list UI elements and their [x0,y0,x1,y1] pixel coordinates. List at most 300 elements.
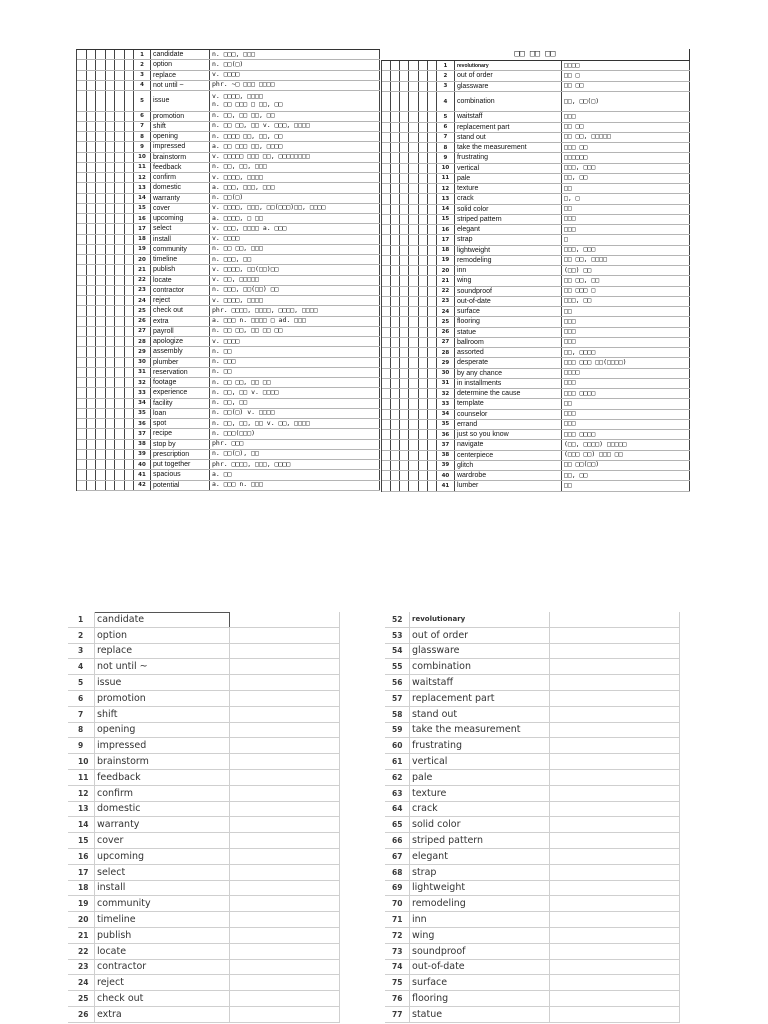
blank-cell [550,659,680,674]
vocab-meaning: a. □□□□, □ □□ [210,214,380,223]
check-cell [391,215,400,224]
row-number: 8 [437,143,455,152]
vocab-row [77,194,380,204]
check-cell [400,430,409,439]
vocab-row [68,865,340,881]
check-cell [96,132,106,141]
check-cell [391,92,400,112]
check-cell [77,327,87,336]
vocab-meaning: □□ □□ [562,123,690,132]
check-cell [419,440,428,449]
check-cell [428,153,437,162]
check-cell [96,358,106,367]
check-cell [115,481,125,490]
check-cell [87,71,97,80]
row-number: 9 [437,153,455,162]
vocab-word: experience [151,388,210,397]
vocab-row [382,307,690,317]
vocab-row [68,849,340,865]
check-cell [419,256,428,265]
vocab-word: combination [410,659,550,674]
row-number: 17 [437,235,455,244]
check-cell [87,378,97,387]
vocab-meaning: □□□ [562,338,690,347]
row-number: 18 [437,246,455,255]
row-number: 13 [437,194,455,203]
row-number: 23 [437,297,455,306]
check-cell [409,399,418,408]
vocab-word: option [151,60,210,69]
check-cell [96,450,106,459]
vocab-word: shift [95,707,230,722]
row-number: 30 [134,358,151,367]
check-cell [409,369,418,378]
row-number: 10 [68,754,95,769]
vocab-word: combination [455,92,562,112]
check-cell [382,471,391,480]
blank-cell [550,849,680,864]
check-cell [419,153,428,162]
vocab-meaning: n. □□(□) v. □□□□ [210,409,380,418]
vocab-row [77,388,380,398]
check-cell [87,481,97,490]
check-cell [106,429,116,438]
check-cell [400,307,409,316]
blank-cell [230,738,340,753]
check-cell [77,440,87,449]
vocab-word: check out [151,306,210,315]
check-cell [87,50,97,59]
row-number: 32 [134,378,151,387]
check-cell [96,337,106,346]
vocab-row [382,194,690,204]
check-cell [115,296,125,305]
check-cell [106,347,116,356]
check-cell [115,388,125,397]
check-cell [115,245,125,254]
row-number: 38 [437,451,455,460]
check-cell [400,225,409,234]
row-number: 14 [437,205,455,214]
vocab-row [382,123,690,133]
vocab-word: out-of-date [455,297,562,306]
vocab-row [382,153,690,163]
check-cell [115,368,125,377]
vocab-meaning: □□□, □□ [562,297,690,306]
vocab-meaning: n. □□, □□ □□, □□ [210,112,380,121]
vocab-meaning: n. □□, □□, □□□ [210,163,380,172]
vocab-row [77,470,380,480]
vocab-meaning: n. □□(□) [210,60,380,69]
check-cell [125,460,135,469]
row-number: 29 [437,358,455,367]
check-cell [400,123,409,132]
check-cell [115,419,125,428]
check-cell [400,164,409,173]
blank-cell [550,691,680,706]
vocab-row [68,707,340,723]
vocab-word: statue [455,328,562,337]
check-cell [106,81,116,90]
top-left-vocab-table [76,49,380,491]
vocab-word: stand out [410,707,550,722]
vocab-word: footage [151,378,210,387]
check-cell [77,235,87,244]
check-cell [391,461,400,470]
check-cell [115,450,125,459]
vocab-meaning: v. □□□□ [210,337,380,346]
vocab-word: opening [95,723,230,738]
check-cell [382,225,391,234]
vocab-word: not until ~ [151,81,210,90]
check-cell [125,470,135,479]
check-cell [87,235,97,244]
row-number: 4 [134,81,151,90]
row-number: 61 [385,754,410,769]
check-cell [409,174,418,183]
vocab-meaning: n. □□ □□, □□ □□ □□ [210,327,380,336]
vocab-row [382,399,690,409]
blank-cell [230,881,340,896]
blank-cell [230,754,340,769]
check-cell [77,112,87,121]
vocab-word: brainstorm [95,754,230,769]
vocab-word: inn [410,912,550,927]
check-cell [96,173,106,182]
check-cell [382,379,391,388]
check-cell [87,327,97,336]
vocab-row [382,358,690,368]
row-number: 12 [68,786,95,801]
check-cell [400,174,409,183]
row-number: 40 [134,460,151,469]
check-cell [96,286,106,295]
blank-cell [230,960,340,975]
vocab-meaning: v. □□□□, □□(□□)□□ [210,265,380,274]
check-cell [77,132,87,141]
row-number: 20 [68,912,95,927]
row-number: 6 [68,691,95,706]
check-cell [409,317,418,326]
vocab-row [68,881,340,897]
vocab-word: replace [151,71,210,80]
vocab-word: confirm [151,173,210,182]
vocab-word: texture [455,184,562,193]
vocab-row [68,912,340,928]
vocab-word: reject [151,296,210,305]
check-cell [391,440,400,449]
blank-cell [550,675,680,690]
vocab-word: replace [95,644,230,659]
check-cell [428,410,437,419]
check-cell [409,451,418,460]
vocab-row [77,71,380,81]
vocab-row [382,317,690,327]
vocab-row [382,451,690,461]
check-cell [115,470,125,479]
vocab-row [385,628,680,644]
check-cell [400,358,409,367]
row-number: 1 [437,61,455,70]
check-cell [400,143,409,152]
check-cell [106,173,116,182]
check-cell [115,204,125,213]
vocab-row [382,287,690,297]
check-cell [428,389,437,398]
check-cell [96,481,106,490]
vocab-word: desperate [455,358,562,367]
check-cell [106,440,116,449]
check-cell [391,153,400,162]
row-number: 19 [437,256,455,265]
check-cell [391,143,400,152]
vocab-meaning: □□, □□ [562,174,690,183]
vocab-meaning: □□□ [562,410,690,419]
vocab-row [385,675,680,691]
vocab-meaning: □□□ [562,379,690,388]
vocab-row [385,770,680,786]
check-cell [106,163,116,172]
check-cell [382,246,391,255]
blank-cell [230,612,340,627]
vocab-meaning: n. □□□(□□□) [210,429,380,438]
row-number: 35 [134,409,151,418]
vocab-meaning: □, □ [562,194,690,203]
check-cell [87,440,97,449]
check-cell [400,317,409,326]
vocab-word: candidate [95,612,230,627]
check-cell [115,399,125,408]
row-number: 27 [134,327,151,336]
check-cell [96,142,106,151]
check-cell [96,440,106,449]
top-right-vocab-table [381,60,690,492]
check-cell [77,399,87,408]
vocab-row [77,245,380,255]
check-cell [96,50,106,59]
check-cell [419,287,428,296]
check-cell [428,133,437,142]
check-cell [419,71,428,80]
vocab-meaning: □□□ [562,328,690,337]
check-cell [428,256,437,265]
row-number: 70 [385,896,410,911]
check-cell [428,225,437,234]
row-number: 9 [134,142,151,151]
check-cell [409,440,418,449]
row-number: 11 [134,163,151,172]
vocab-meaning: a. □□□, □□□, □□□ [210,183,380,192]
check-cell [391,266,400,275]
blank-cell [550,991,680,1006]
check-cell [77,204,87,213]
check-cell [77,245,87,254]
check-cell [428,440,437,449]
check-cell [419,225,428,234]
blank-cell [230,659,340,674]
check-cell [106,183,116,192]
check-cell [77,286,87,295]
row-number: 37 [437,440,455,449]
vocab-word: impressed [95,738,230,753]
check-cell [400,205,409,214]
check-cell [391,317,400,326]
check-cell [419,194,428,203]
check-cell [87,419,97,428]
check-cell [87,347,97,356]
vocab-row [385,928,680,944]
check-cell [77,173,87,182]
check-cell [400,338,409,347]
vocab-word: publish [95,928,230,943]
check-cell [409,123,418,132]
vocab-word: warranty [151,194,210,203]
check-cell [125,204,135,213]
vocab-row [68,612,340,628]
row-number: 21 [437,276,455,285]
check-cell [96,306,106,315]
check-cell [382,338,391,347]
vocab-row [68,691,340,707]
row-number: 12 [437,184,455,193]
check-cell [382,123,391,132]
check-cell [87,296,97,305]
blank-cell [550,896,680,911]
vocab-meaning: v. □□□□ [210,235,380,244]
vocab-meaning: □□ [562,481,690,490]
vocab-word: assembly [151,347,210,356]
vocab-word: revolutionary [410,612,550,627]
check-cell [96,255,106,264]
check-cell [391,399,400,408]
check-cell [428,235,437,244]
check-cell [77,470,87,479]
check-cell [115,409,125,418]
vocab-row [77,399,380,409]
check-cell [391,164,400,173]
check-cell [125,409,135,418]
vocab-word: glassware [455,82,562,91]
check-cell [419,379,428,388]
check-cell [115,358,125,367]
check-cell [87,306,97,315]
row-number: 32 [437,389,455,398]
blank-cell [230,991,340,1006]
check-cell [391,379,400,388]
check-cell [400,266,409,275]
row-number: 9 [68,738,95,753]
blank-cell [230,849,340,864]
check-cell [428,430,437,439]
vocab-meaning: n. □□ [210,347,380,356]
check-cell [409,143,418,152]
row-number: 3 [68,644,95,659]
vocab-row [77,60,380,70]
check-cell [391,471,400,480]
check-cell [400,369,409,378]
check-cell [419,143,428,152]
row-number: 63 [385,786,410,801]
check-cell [87,214,97,223]
vocab-row [382,471,690,481]
check-cell [115,214,125,223]
check-cell [77,183,87,192]
row-number: 28 [134,337,151,346]
vocab-word: surface [455,307,562,316]
check-cell [382,317,391,326]
vocab-meaning: □□ [562,399,690,408]
check-cell [400,287,409,296]
check-cell [96,460,106,469]
row-number: 33 [134,388,151,397]
vocab-row [77,265,380,275]
vocab-word: contractor [95,960,230,975]
vocab-meaning: □□ □□, □□□□□ [562,133,690,142]
check-cell [409,133,418,142]
blank-cell [550,612,680,627]
check-cell [409,184,418,193]
vocab-meaning: □□ □□ [562,82,690,91]
check-cell [391,358,400,367]
row-number: 25 [437,317,455,326]
vocab-word: locate [151,276,210,285]
vocab-meaning: n. □□□, □□(□□) □□ [210,286,380,295]
check-cell [419,235,428,244]
check-cell [391,225,400,234]
row-number: 16 [134,214,151,223]
vocab-row [77,204,380,214]
check-cell [106,358,116,367]
check-cell [400,256,409,265]
vocab-word: glitch [455,461,562,470]
row-number: 59 [385,723,410,738]
vocab-meaning: v. □□□□, □□□, □□(□□□)□□, □□□□ [210,204,380,213]
vocab-word: remodeling [455,256,562,265]
check-cell [115,429,125,438]
check-cell [419,358,428,367]
blank-cell [230,802,340,817]
row-number: 35 [437,420,455,429]
check-cell [400,235,409,244]
row-number: 21 [68,928,95,943]
check-cell [96,245,106,254]
vocab-row [382,184,690,194]
vocab-word: vertical [410,754,550,769]
blank-cell [230,707,340,722]
check-cell [428,123,437,132]
check-cell [391,451,400,460]
row-number: 22 [437,287,455,296]
check-cell [106,409,116,418]
row-number: 12 [134,173,151,182]
check-cell [106,317,116,326]
vocab-row [77,173,380,183]
check-cell [106,337,116,346]
check-cell [382,194,391,203]
check-cell [96,183,106,192]
vocab-row [382,348,690,358]
vocab-row [77,142,380,152]
row-number: 37 [134,429,151,438]
vocab-row [382,174,690,184]
vocab-meaning: □□□□ [562,369,690,378]
row-number: 76 [385,991,410,1006]
check-cell [125,388,135,397]
vocab-row [77,91,380,112]
vocab-word: strap [410,865,550,880]
check-cell [419,420,428,429]
vocab-row [385,975,680,991]
